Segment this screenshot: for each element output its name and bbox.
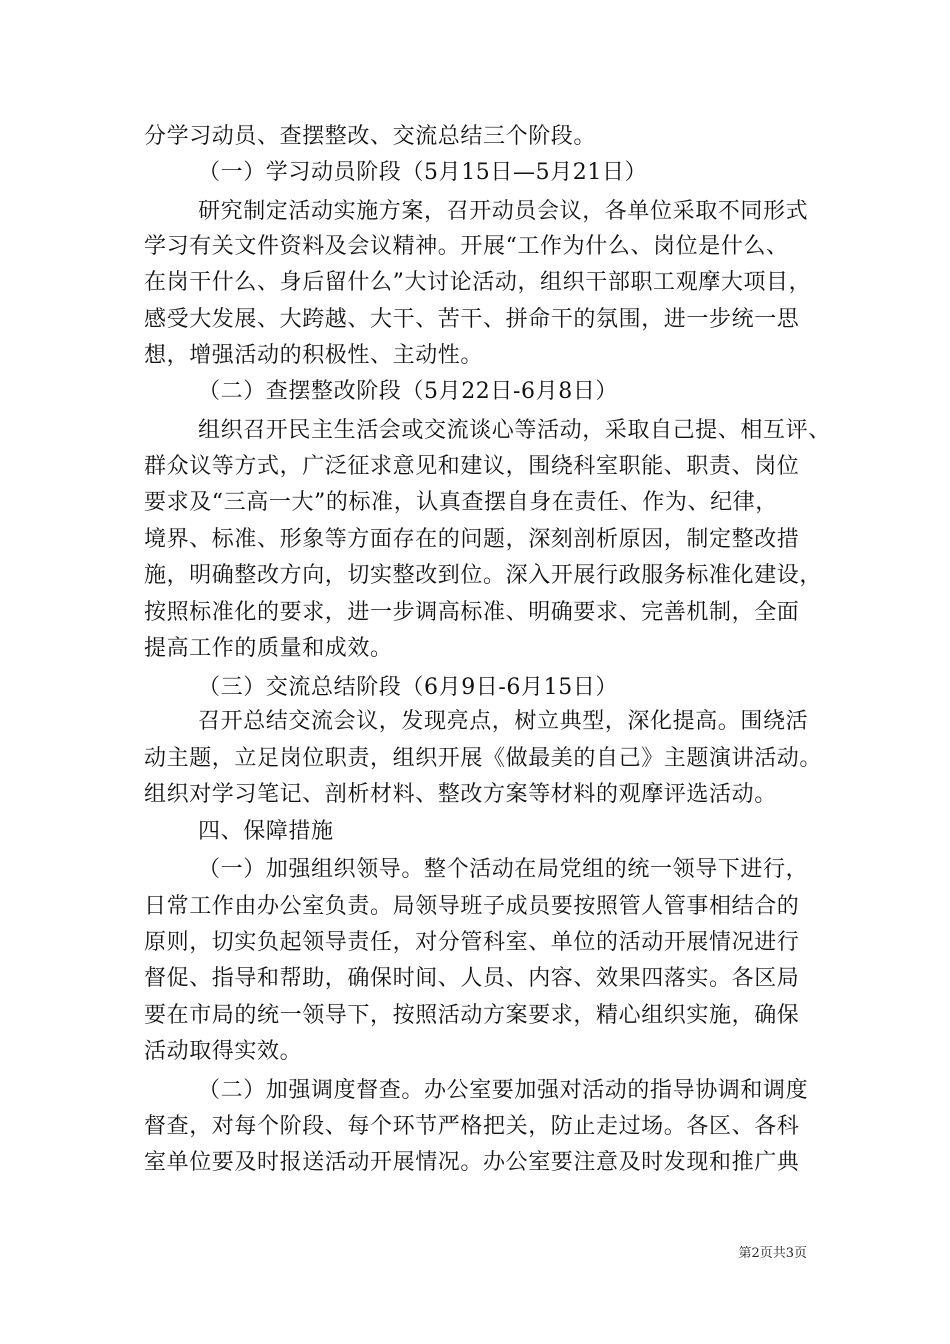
text-line: 境界、标准、形象等方面存在的问题，深刻剖析原因，制定整改措 <box>144 527 800 552</box>
text-line: 召开总结交流会议，发现亮点，树立典型，深化提高。围绕活 <box>198 709 809 734</box>
text-line: 感受大发展、大跨越、大干、苦干、拼命干的氛围，进一步统一思 <box>144 307 800 332</box>
section-heading: （一）学习动员阶段（5月15日—5月21日） <box>198 160 648 185</box>
text-line: 组织召开民主生活会或交流谈心等活动，采取自己提、相互评、 <box>198 418 831 443</box>
section-heading: （三）交流总结阶段（6月9日-6月15日） <box>198 675 619 700</box>
text-line: 群众议等方式，广泛征求意见和建议，围绕科室职能、职责、岗位 <box>144 454 800 479</box>
text-line: 想，增强活动的积极性、主动性。 <box>144 343 484 368</box>
text-line: 提高工作的质量和成效。 <box>144 636 393 661</box>
text-line: 督促、指导和帮助，确保时间、人员、内容、效果四落实。各区局 <box>144 966 800 991</box>
text-line: 组织对学习笔记、剖析材料、整改方案等材料的观摩评选活动。 <box>144 782 777 807</box>
text-line: （二）加强调度督查。办公室要加强对活动的指导协调和调度 <box>198 1078 809 1103</box>
text-line: 室单位要及时报送活动开展情况。办公室要注意及时发现和推广典 <box>144 1150 800 1175</box>
text-line: 要求及“三高一大”的标准，认真查摆自身在责任、作为、纪律， <box>144 490 778 515</box>
page-number: 第2页共3页 <box>738 1246 807 1261</box>
text-line: 要在市局的统一领导下，按照活动方案要求，精心组织实施，确保 <box>144 1003 800 1028</box>
text-line: 督查，对每个阶段、每个环节严格把关，防止走过场。各区、各科 <box>144 1114 800 1139</box>
section-heading: （二）查摆整改阶段（5月22日-6月8日） <box>198 379 619 404</box>
text-line: 动主题，立足岗位职责，组织开展《做最美的自己》主题演讲活动。 <box>144 746 823 771</box>
text-line: 原则，切实负起领导责任，对分管科室、单位的活动开展情况进行 <box>144 930 800 955</box>
section-heading: 四、保障措施 <box>198 819 334 844</box>
text-line: 在岗干什么、身后留什么”大讨论活动，组织干部职工观摩大项目， <box>144 270 812 295</box>
text-line: （一）加强组织领导。整个活动在局党组的统一领导下进行， <box>198 857 809 882</box>
text-line: 活动取得实效。 <box>144 1039 303 1064</box>
text-line: 研究制定活动实施方案，召开动员会议，各单位采取不同形式 <box>198 199 809 224</box>
text-line: 学习有关文件资料及会议精神。开展“工作为什么、岗位是什么、 <box>144 234 789 259</box>
text-line: 日常工作由办公室负责。局领导班子成员要按照管人管事相结合的 <box>144 894 800 919</box>
text-line: 按照标准化的要求，进一步调高标准、明确要求、完善机制，全面 <box>144 600 800 625</box>
text-line: 分学习动员、查摆整改、交流总结三个阶段。 <box>144 124 597 149</box>
text-line: 施，明确整改方向，切实整改到位。深入开展行政服务标准化建设， <box>144 563 823 588</box>
